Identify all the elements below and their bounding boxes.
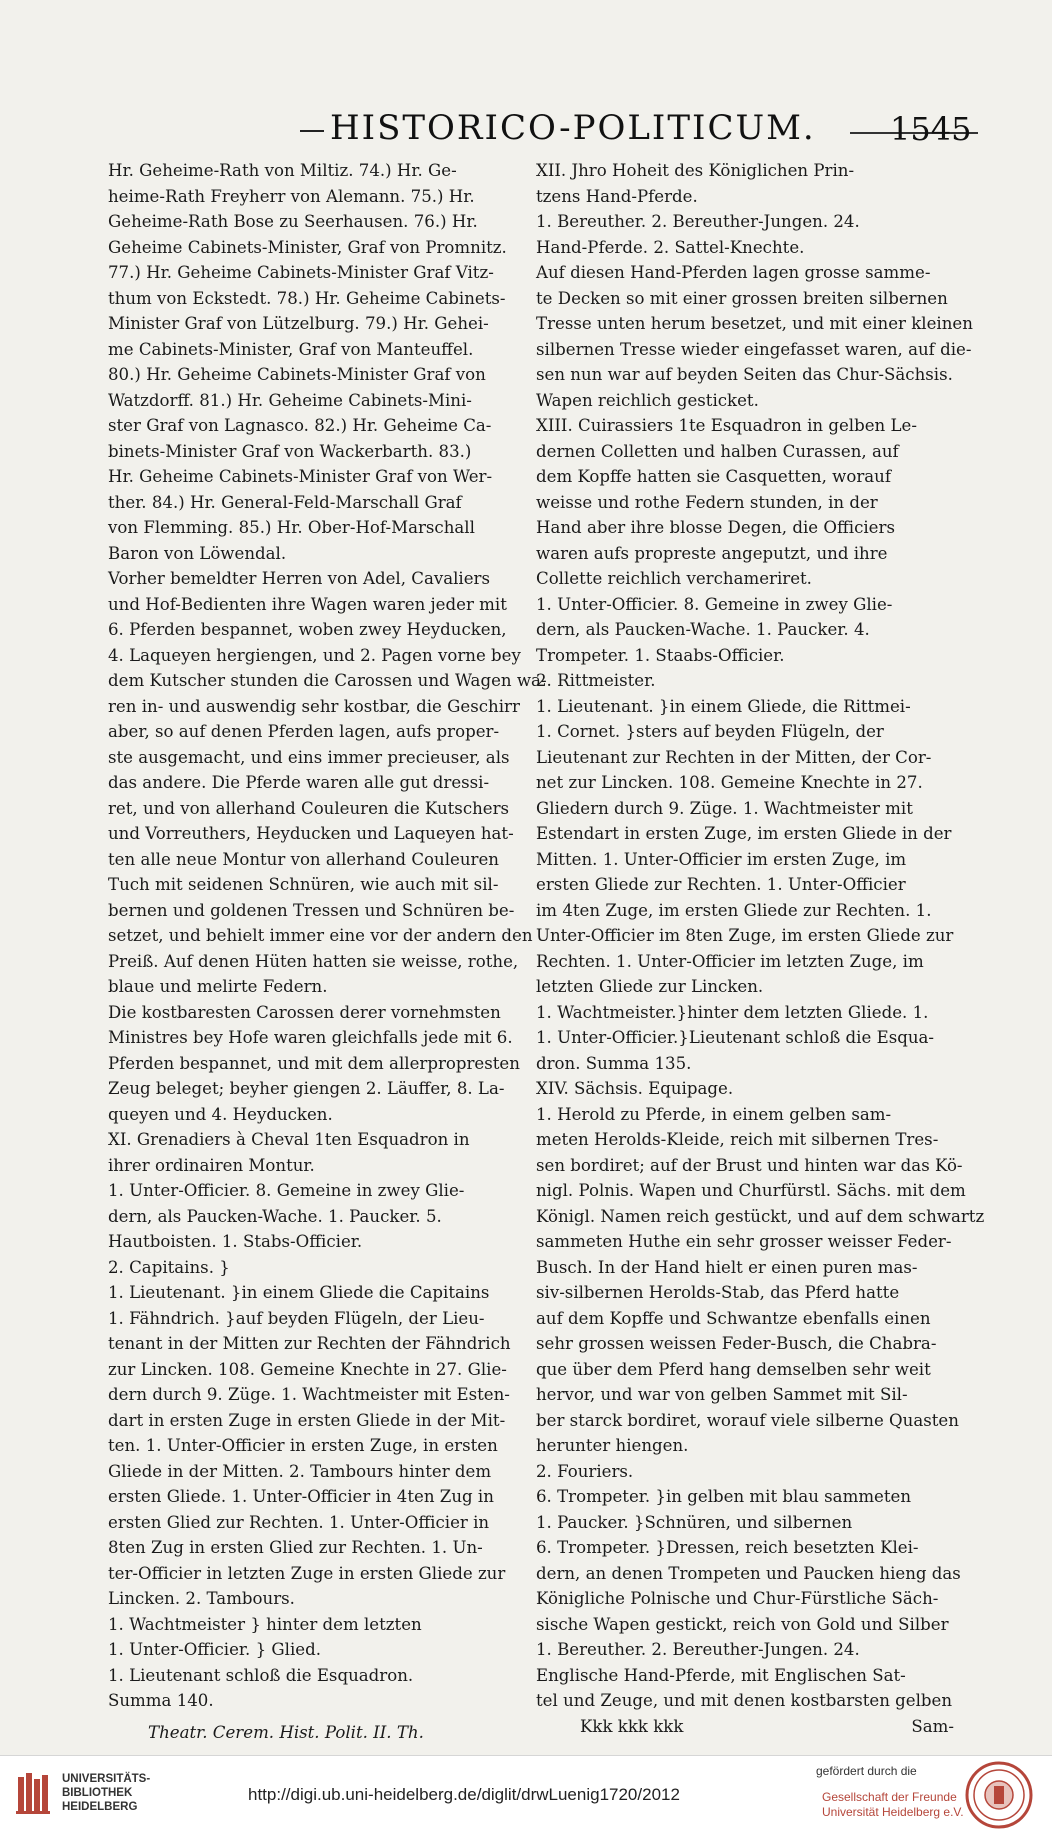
text-line: Lincken. 2. Tambours. [108, 1589, 295, 1608]
text-line: herunter hiengen. [536, 1436, 689, 1455]
text-line: silbernen Tresse wieder eingefasset waren, auf die- [536, 339, 972, 359]
text-line: dern, an denen Trompeten und Paucken hieng das [536, 1563, 961, 1583]
text-line: XIV. Sächsis. Equipage. [536, 1079, 734, 1098]
page-number: 1545 [890, 110, 972, 148]
sponsor-name-line: Gesellschaft der Freunde [822, 1790, 957, 1804]
document-url-link[interactable]: http://digi.ub.uni-heidelberg.de/diglit/drwLuenig1720/2012 [248, 1785, 680, 1804]
text-line: nigl. Polnis. Wapen und Churfürstl. Sächs. mit dem [536, 1181, 966, 1200]
text-line: ret, und von allerhand Couleuren die Kutschers [108, 798, 510, 818]
text-line: 77.) Hr. Geheime Cabinets-Minister Graf Vitz- [108, 263, 494, 282]
text-line: Trompeter. 1. Staabs-Officier. [536, 645, 785, 665]
text-line: Königliche Polnische und Chur-Fürstliche Säch- [536, 1589, 939, 1608]
text-line: 1. Wachtmeister.}hinter dem letzten Gliede. 1. [536, 1002, 929, 1022]
text-line: hervor, und war von gelben Sammet mit Sil- [536, 1385, 908, 1404]
text-line: tel und Zeuge, und mit denen kostbarsten gelben [536, 1691, 953, 1710]
text-line: 1. Cornet. }sters auf beyden Flügeln, der [536, 722, 884, 741]
library-name-line: HEIDELBERG [62, 1801, 138, 1813]
gathering-signature: Kkk kkk kkk [580, 1716, 684, 1736]
text-line: und Vorreuthers, Heyducken und Laqueyen hat- [108, 824, 514, 843]
text-line: ersten Gliede. 1. Unter-Officier in 4ten Zug in [108, 1487, 494, 1506]
text-line: dern, als Paucken-Wache. 1. Paucker. 4. [536, 620, 870, 639]
text-line: 8ten Zug in ersten Glied zur Rechten. 1. Un- [108, 1538, 483, 1557]
text-line: XII. Jhro Hoheit des Königlichen Prin- [536, 161, 855, 180]
text-line: Gliede in der Mitten. 2. Tambours hinter dem [108, 1461, 492, 1481]
text-line: Pferden bespannet, und mit dem allerpropresten [108, 1053, 520, 1073]
text-line: Zeug beleget; beyher giengen 2. Läuffer, 8. La- [108, 1079, 505, 1098]
text-line: Die kostbaresten Carossen derer vornehmsten [108, 1002, 501, 1022]
text-line: zur Lincken. 108. Gemeine Knechte in 27. Glie- [108, 1359, 507, 1379]
sponsor-name [822, 1790, 964, 1820]
text-line: 6. Trompeter. }Dressen, reich besetzten Klei- [536, 1538, 919, 1557]
text-line: 1. Lieutenant. }in einem Gliede, die Rittmei- [536, 696, 911, 716]
text-line: sammeten Huthe ein sehr grosser weisser Feder- [536, 1232, 952, 1251]
text-line: Englische Hand-Pferde, mit Englischen Sat- [536, 1665, 906, 1685]
text-line: ten. 1. Unter-Officier in ersten Zuge, in ersten [108, 1436, 498, 1455]
text-line: Gliedern durch 9. Züge. 1. Wachtmeister mit [536, 798, 913, 818]
text-line: Minister Graf von Lützelburg. 79.) Hr. Gehei- [108, 314, 489, 333]
text-line: dernen Colletten und halben Curassen, auf [536, 441, 899, 461]
text-line: 1. Wachtmeister } hinter dem letzten [108, 1614, 422, 1634]
text-line: XIII. Cuirassiers 1te Esquadron in gelben Le- [536, 416, 917, 435]
text-line: blaue und melirte Federn. [108, 977, 328, 996]
library-name-line: BIBLIOTHEK [62, 1787, 133, 1799]
text-line: Ministres bey Hofe waren gleichfalls jede mit 6. [108, 1028, 513, 1047]
text-line: Tresse unten herum besetzet, und mit einer kleinen [536, 314, 973, 333]
text-line: Watzdorff. 81.) Hr. Geheime Cabinets-Mini- [108, 390, 472, 410]
text-line: Auf diesen Hand-Pferden lagen grosse samme- [536, 263, 931, 282]
text-line: 1. Fähndrich. }auf beyden Flügeln, der Lieu- [108, 1308, 485, 1328]
university-seal-icon [964, 1760, 1034, 1830]
text-line: meten Herolds-Kleide, reich mit silbernen Tres- [536, 1130, 939, 1149]
running-title: HISTORICO-POLITICUM. [330, 108, 816, 148]
left-column [108, 158, 547, 1742]
text-line: bernen und goldenen Tressen und Schnüren be- [108, 900, 515, 920]
text-line: ter-Officier in letzten Zuge in ersten Gliede zur [108, 1563, 506, 1583]
text-line: sische Wapen gestickt, reich von Gold und Silber [536, 1614, 949, 1634]
text-line: 1. Bereuther. 2. Bereuther-Jungen. 24. [536, 212, 860, 231]
text-line: 1. Unter-Officier. } Glied. [108, 1640, 322, 1659]
text-line: 4. Laqueyen hergiengen, und 2. Pagen vorne bey [108, 645, 521, 665]
text-line: me Cabinets-Minister, Graf von Manteuffel. [108, 339, 474, 359]
text-line: Preiß. Auf denen Hüten hatten sie weisse, rothe, [108, 951, 519, 971]
text-line: que über dem Pferd hang demselben sehr weit [536, 1359, 931, 1379]
text-line: dron. Summa 135. [536, 1053, 692, 1073]
catchword: Sam- [911, 1716, 954, 1736]
text-line: Hand-Pferde. 2. Sattel-Knechte. [536, 237, 805, 257]
text-line: ihrer ordinairen Montur. [108, 1155, 315, 1175]
text-line: 1. Paucker. }Schnüren, und silbernen [536, 1512, 853, 1532]
text-line: das andere. Die Pferde waren alle gut dressi- [108, 773, 490, 792]
text-line: ber starck bordiret, worauf viele silberne Quasten [536, 1410, 959, 1430]
text-line: sehr grossen weissen Feder-Busch, die Chabra- [536, 1334, 937, 1353]
text-line: 1. Herold zu Pferde, in einem gelben sam- [536, 1104, 892, 1124]
text-line: dern durch 9. Züge. 1. Wachtmeister mit Esten- [108, 1385, 510, 1404]
text-line: Hr. Geheime Cabinets-Minister Graf von Wer- [108, 467, 493, 486]
text-line: Königl. Namen reich gestückt, und auf dem schwartz [536, 1206, 985, 1226]
text-line: 80.) Hr. Geheime Cabinets-Minister Graf von [108, 365, 486, 384]
text-line: 2. Fouriers. [536, 1461, 634, 1481]
text-line: Busch. In der Hand hielt er einen puren mas- [536, 1257, 918, 1277]
text-line: waren aufs propreste angeputzt, und ihre [536, 543, 888, 563]
right-column [536, 158, 985, 1736]
text-line: 2. Rittmeister. [536, 671, 656, 690]
text-line: 1. Lieutenant schloß die Esquadron. [108, 1665, 414, 1685]
university-library-logo-icon [12, 1769, 56, 1819]
sponsor-label: gefördert durch die [816, 1764, 917, 1778]
library-name-line: UNIVERSITÄTS- [62, 1773, 151, 1785]
text-line: 6. Trompeter. }in gelben mit blau sammeten [536, 1487, 912, 1506]
text-line: Baron von Löwendal. [108, 543, 287, 563]
text-line: tzens Hand-Pferde. [536, 186, 698, 206]
text-line: Geheime-Rath Bose zu Seerhausen. 76.) Hr. [108, 212, 478, 231]
text-line: XI. Grenadiers à Cheval 1ten Esquadron in [108, 1130, 470, 1149]
text-line: Rechten. 1. Unter-Officier im letzten Zuge, im [536, 951, 924, 971]
text-line: 1. Bereuther. 2. Bereuther-Jungen. 24. [536, 1640, 860, 1659]
text-line: Estendart in ersten Zuge, im ersten Gliede in der [536, 824, 952, 843]
page-header [0, 104, 1052, 154]
text-line: Lieutenant zur Rechten in der Mitten, der Cor- [536, 747, 932, 767]
text-line: thum von Eckstedt. 78.) Hr. Geheime Cabinets- [108, 288, 506, 308]
text-line: weisse und rothe Federn stunden, in der [536, 492, 878, 512]
text-line: Tuch mit seidenen Schnüren, wie auch mit sil- [108, 875, 499, 894]
text-line: Geheime Cabinets-Minister, Graf von Promnitz. [108, 237, 507, 257]
text-line: letzten Gliede zur Lincken. [536, 977, 764, 996]
text-line: binets-Minister Graf von Wackerbarth. 83.) [108, 441, 472, 461]
text-line: net zur Lincken. 108. Gemeine Knechte in 27. [536, 773, 923, 792]
text-line: ther. 84.) Hr. General-Feld-Marschall Graf [108, 492, 462, 512]
text-line: siv-silbernen Herolds-Stab, das Pferd hatte [536, 1283, 900, 1302]
text-line: Wapen reichlich gesticket. [536, 390, 759, 410]
text-line: dem Kopffe hatten sie Casquetten, worauf [536, 467, 891, 486]
text-line: sen bordiret; auf der Brust und hinten war das Kö- [536, 1155, 963, 1175]
viewer-footer-bar [0, 1755, 1052, 1833]
text-line: heime-Rath Freyherr von Alemann. 75.) Hr. [108, 186, 475, 206]
text-line: setzet, und behielt immer eine vor der andern den [108, 926, 533, 945]
text-line: im 4ten Zuge, im ersten Gliede zur Rechten. 1. [536, 900, 932, 920]
text-line: aber, so auf denen Pferden lagen, aufs proper- [108, 722, 500, 741]
header-rule-left [300, 130, 324, 132]
text-line: Hand aber ihre blosse Degen, die Officiers [536, 518, 895, 537]
text-line: Summa 140. [108, 1691, 214, 1710]
text-line: 6. Pferden bespannet, woben zwey Heyducken, [108, 620, 507, 639]
text-line: Collette reichlich verchameriret. [536, 569, 812, 588]
text-line: queyen und 4. Heyducken. [108, 1104, 333, 1124]
text-line: von Flemming. 85.) Hr. Ober-Hof-Marschall [108, 518, 475, 537]
text-line: Hautboisten. 1. Stabs-Officier. [108, 1232, 363, 1251]
text-line: ren in- und auswendig sehr kostbar, die Geschirr [108, 696, 520, 716]
text-line: dern, als Paucken-Wache. 1. Paucker. 5. [108, 1206, 442, 1226]
page-footer-line [536, 1714, 962, 1740]
text-line: sen nun war auf beyden Seiten das Chur-Sächsis. [536, 365, 953, 384]
text-line: auf dem Kopffe und Schwantze ebenfalls einen [536, 1308, 931, 1328]
text-line: ersten Gliede zur Rechten. 1. Unter-Officier [536, 875, 906, 894]
text-line: Vorher bemeldter Herren von Adel, Cavaliers [108, 569, 491, 588]
text-line: Mitten. 1. Unter-Officier im ersten Zuge, im [536, 849, 907, 869]
text-line: ten alle neue Montur von allerhand Couleuren [108, 849, 499, 869]
text-line: 1. Lieutenant. }in einem Gliede die Capitains [108, 1283, 490, 1302]
text-line: dart in ersten Zuge in ersten Gliede in der Mit- [108, 1410, 506, 1430]
text-line: tenant in der Mitten zur Rechten der Fähndrich [108, 1334, 511, 1353]
book-signature-line: Theatr. Cerem. Hist. Polit. II. Th. [148, 1722, 424, 1742]
text-line: 1. Unter-Officier. 8. Gemeine in zwey Glie- [108, 1181, 465, 1200]
text-line: ste ausgemacht, und eins immer precieuser, als [108, 747, 510, 767]
text-line: 1. Unter-Officier. 8. Gemeine in zwey Glie- [536, 594, 893, 614]
library-name [62, 1772, 150, 1814]
text-line: und Hof-Bedienten ihre Wagen waren jeder mit [108, 594, 507, 614]
sponsor-name-line: Universität Heidelberg e.V. [822, 1805, 964, 1819]
text-line: ster Graf von Lagnasco. 82.) Hr. Geheime Ca- [108, 416, 492, 435]
text-line: dem Kutscher stunden die Carossen und Wagen wa- [108, 671, 547, 690]
text-line: 2. Capitains. } [108, 1257, 230, 1277]
text-line: 1. Unter-Officier.}Lieutenant schloß die Esqua- [536, 1028, 935, 1047]
text-line: te Decken so mit einer grossen breiten silbernen [536, 288, 948, 308]
text-line: ersten Glied zur Rechten. 1. Unter-Officier in [108, 1512, 490, 1532]
text-line: Unter-Officier im 8ten Zuge, im ersten Gliede zur [536, 926, 954, 945]
text-line: Hr. Geheime-Rath von Miltiz. 74.) Hr. Ge- [108, 161, 457, 180]
